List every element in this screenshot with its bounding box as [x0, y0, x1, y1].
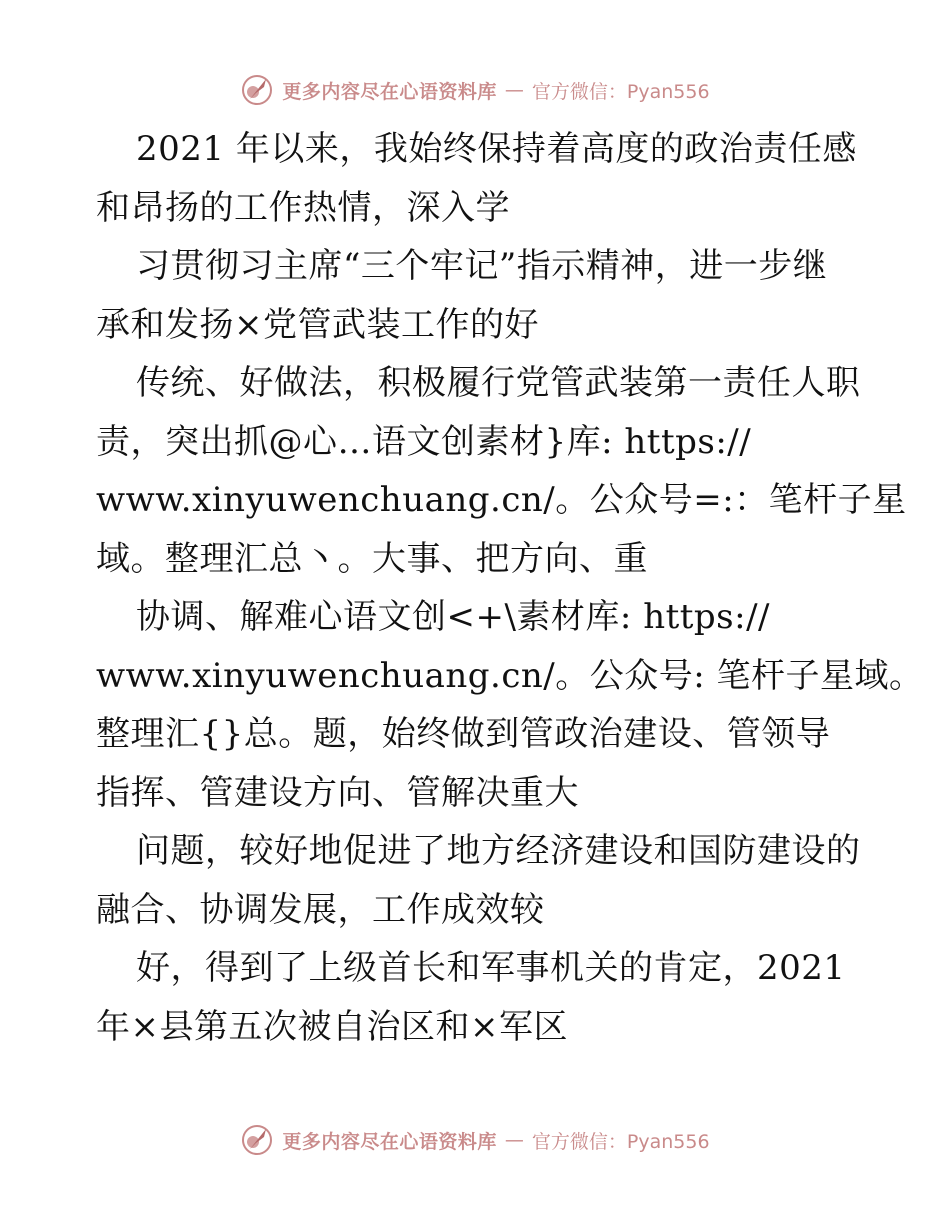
paragraph-line: 传统、好做法，积极履行党管武装第一责任人职 — [136, 363, 861, 403]
banner-wechat-text: 官方微信：Pyan556 — [531, 80, 710, 103]
paragraph-line: 责，突出抓@心…语文创素材}库: https:// — [96, 421, 752, 462]
paragraph-line: www.xinyuwenchuang.cn/。公众号=:：笔杆子星 — [96, 480, 907, 520]
paragraph-line: 整理汇{}总。题，始终做到管政治建设、管领导 — [96, 714, 831, 754]
quill-pen-logo-icon — [240, 73, 274, 107]
paragraph-line: 域。整理汇总丶。大事、把方向、重 — [96, 538, 648, 579]
banner-separator: — — [504, 1129, 524, 1151]
banner-brand-text: 更多内容尽在心语资料库 — [282, 80, 497, 103]
paragraph-line: 和昂扬的工作热情，深入学 — [96, 187, 510, 228]
document-body — [96, 120, 924, 1056]
paragraph-line: 问题，较好地促进了地方经济建设和国防建设的 — [136, 831, 861, 871]
quill-pen-logo-icon — [240, 1123, 274, 1157]
paragraph-line: 习贯彻习主席“三个牢记”指示精神，进一步继 — [136, 246, 828, 286]
banner-brand-text: 更多内容尽在心语资料库 — [282, 1130, 497, 1153]
paragraph-line: 指挥、管建设方向、管解决重大 — [96, 772, 579, 813]
paragraph-line: 融合、协调发展，工作成效较 — [96, 889, 545, 930]
banner-separator: — — [504, 79, 524, 101]
banner-wechat-text: 官方微信：Pyan556 — [531, 1130, 710, 1153]
paragraph-line: 好，得到了上级首长和军事机关的肯定，2021 — [136, 948, 846, 988]
paragraph-line: www.xinyuwenchuang.cn/。公众号: 笔杆子星域。 — [96, 655, 924, 696]
paragraph-line: 年×县第五次被自治区和×军区 — [96, 1006, 568, 1047]
header-banner — [0, 70, 950, 110]
footer-banner — [0, 1120, 950, 1160]
paragraph-line: 承和发扬×党管武装工作的好 — [96, 304, 539, 345]
paragraph-line: 2021 年以来，我始终保持着高度的政治责任感 — [136, 129, 857, 169]
paragraph-line: 协调、解难心语文创<+\素材库: https:// — [136, 597, 770, 637]
